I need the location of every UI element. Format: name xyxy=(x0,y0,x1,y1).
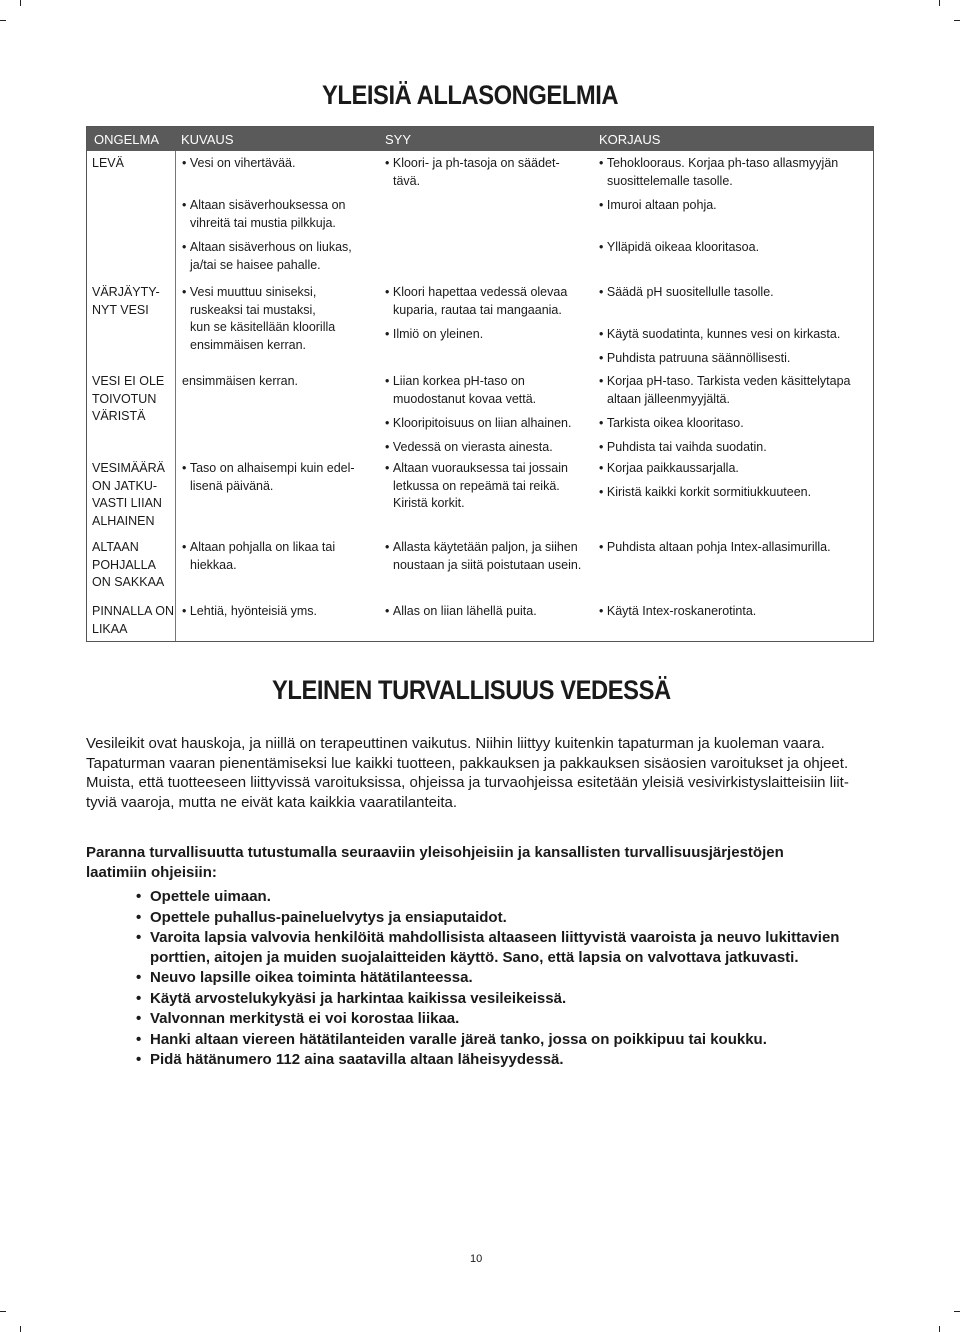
description-line: ensimmäisen kerran. xyxy=(182,374,299,388)
description-item-line: • Vesi muuttuu siniseksi, xyxy=(182,284,377,302)
problem-line: LIKAA xyxy=(92,621,128,636)
description-item-line: ruskeaksi tai mustaksi, xyxy=(190,302,316,317)
fix-item-line: • Puhdista altaan pohja Intex-allasimurilla. xyxy=(599,539,869,557)
fix-item-line: • Korjaa paikkaussarjalla. xyxy=(599,460,869,478)
description-item-line: • Altaan sisäverhous on liukas, xyxy=(182,239,377,257)
cause-item-line: kuparia, rautaa tai mangaania. xyxy=(393,302,562,317)
list-item: • Neuvo lapsille oikea toiminta hätätilanteessa. xyxy=(136,968,856,988)
problem-line: VESI EI OLE xyxy=(92,374,165,388)
header-description: KUVAUS xyxy=(181,132,234,147)
fix-item xyxy=(599,155,869,190)
fix-item xyxy=(599,439,869,457)
description-item-line: • Altaan pohjalla on likaa tai xyxy=(182,539,377,557)
cause-item-line: • Allasta käytetään paljon, ja siihen xyxy=(385,539,590,557)
problem-cell xyxy=(92,539,174,592)
crop-mark xyxy=(20,1326,21,1332)
problem-cell xyxy=(92,373,174,426)
fix-item-line: • Käytä suodatinta, kunnes vesi on kirkasta. xyxy=(599,326,869,344)
list-item: • Pidä hätänumero 112 aina saatavilla altaan läheisyydessä. xyxy=(136,1050,856,1070)
problem-line: PINNALLA ON xyxy=(92,604,174,618)
bold-intro xyxy=(86,843,866,882)
cause-item-line: Kiristä korkit. xyxy=(393,496,465,510)
crop-mark xyxy=(0,1311,6,1312)
problem-line: NYT VESI xyxy=(92,302,149,317)
fix-item-line: • Kiristä kaikki korkit sormitiukkuuteen. xyxy=(599,484,869,502)
problems-table xyxy=(86,126,874,642)
problem-line: ALTAAN xyxy=(92,540,139,554)
header-problem: ONGELMA xyxy=(94,132,160,147)
fix-item xyxy=(599,197,869,215)
cause-item xyxy=(385,415,590,433)
cause-item-line: letkussa on repeämä tai reikä. xyxy=(393,478,560,493)
cause-item xyxy=(385,155,590,190)
cause-item xyxy=(385,439,590,457)
page-title: YLEISIÄ ALLASONGELMIA xyxy=(322,80,619,110)
fix-item-line: altaan jälleenmyyjältä. xyxy=(607,391,730,406)
fix-item-line: • Puhdista patruuna säännöllisesti. xyxy=(599,350,869,368)
crop-mark xyxy=(954,20,960,21)
problem-line: VÄRISTÄ xyxy=(92,409,146,423)
description-item xyxy=(182,603,377,621)
problem-line: POHJALLA xyxy=(92,557,156,572)
description-item xyxy=(182,197,377,232)
intro-line: tyviä vaaroja, mutta ne eivät kata kaikkia vaaratilanteita. xyxy=(86,793,458,811)
crop-mark xyxy=(20,0,21,6)
fix-item xyxy=(599,373,869,408)
fix-item-line: • Ylläpidä oikeaa klooritasoa. xyxy=(599,239,869,257)
bold-intro-line: Paranna turvallisuutta tutustumalla seuraaviin yleisohjeisiin ja kansallisten turvallisuusjärjestöjen xyxy=(86,844,784,861)
description-item xyxy=(182,284,377,354)
problem-cell xyxy=(92,284,174,319)
safety-list xyxy=(136,887,856,1071)
fix-item-line: • Tehoklooraus. Korjaa ph-taso allasmyyjän xyxy=(599,155,869,173)
problem-line: TOIVOTUN xyxy=(92,391,157,406)
cause-item-line: • Liian korkea pH-taso on xyxy=(385,373,590,391)
cause-item xyxy=(385,603,590,621)
fix-item xyxy=(599,603,869,621)
cause-item-line: • Kloori hapettaa vedessä olevaa xyxy=(385,284,590,302)
header-cause: SYY xyxy=(385,132,412,147)
problem-line: LEVÄ xyxy=(92,156,124,170)
fix-item-line: • Imuroi altaan pohja. xyxy=(599,197,869,215)
intro-line: Vesileikit ovat hauskoja, ja niillä on terapeuttinen vaikutus. Niihin liittyy kuitenkin tapaturman ja kuoleman vaara. xyxy=(86,735,825,752)
fix-item xyxy=(599,415,869,433)
list-item: • Opettele puhallus-paineluelvytys ja ensiaputaidot. xyxy=(136,908,856,928)
column-divider xyxy=(175,151,176,641)
list-item: • Käytä arvostelukykyäsi ja harkintaa kaikissa vesileikeissä. xyxy=(136,989,856,1009)
intro-line: Muista, että tuotteeseen liittyvissä varoituksissa, ohjeissa ja turvaohjeissa esitetään yleisiä vesivirkistyslaitteisiin liit- xyxy=(86,774,849,791)
problem-line: VÄRJÄYTY- xyxy=(92,285,160,299)
problem-line: VESIMÄÄRÄ xyxy=(92,461,165,475)
fix-item-line: • Puhdista tai vaihda suodatin. xyxy=(599,439,869,457)
cause-item xyxy=(385,373,590,408)
problem-line: ON JATKU- xyxy=(92,478,158,493)
description-item xyxy=(182,539,377,574)
problem-cell xyxy=(92,460,174,530)
description-item-line: lisenä päivänä. xyxy=(190,478,274,493)
cause-item xyxy=(385,460,590,513)
description-item-line: ja/tai se haisee pahalle. xyxy=(190,257,321,272)
description-item xyxy=(182,155,377,173)
table-header xyxy=(87,127,873,151)
crop-mark xyxy=(954,1311,960,1312)
fix-item-line: • Käytä Intex-roskanerotinta. xyxy=(599,603,869,621)
list-item: • Varoita lapsia valvovia henkilöitä mahdollisista altaaseen liittyvistä vaaroista ja neuvo lukittavien porttien, aitojen ja muiden suojalaitteiden käyttö. Sano, että lapsia on valvottava jatkuvasti. xyxy=(136,928,856,967)
cause-item xyxy=(385,326,590,344)
section-title: YLEINEN TURVALLISUUS VEDESSÄ xyxy=(272,675,671,705)
problem-cell xyxy=(92,155,174,173)
cause-item-line: • Vedessä on vierasta ainesta. xyxy=(385,439,590,457)
cause-item-line: • Altaan vuorauksessa tai jossain xyxy=(385,460,590,478)
cause-item-line: • Kloori- ja ph-tasoja on säädet- xyxy=(385,155,590,173)
fix-item xyxy=(599,284,869,302)
description-item-line: • Taso on alhaisempi kuin edel- xyxy=(182,460,377,478)
cause-item xyxy=(385,284,590,319)
problem-cell xyxy=(92,603,174,638)
header-fix: KORJAUS xyxy=(599,132,661,147)
cause-item-line: • Allas on liian lähellä puita. xyxy=(385,603,590,621)
fix-item-line: • Säädä pH suositellulle tasolle. xyxy=(599,284,869,302)
crop-mark xyxy=(0,20,6,21)
cause-item-line: • Klooripitoisuus on liian alhainen. xyxy=(385,415,590,433)
bold-intro-line: laatimiin ohjeisiin: xyxy=(86,863,217,881)
description-item xyxy=(182,239,377,274)
fix-item xyxy=(599,326,869,344)
cause-item xyxy=(385,539,590,574)
crop-mark xyxy=(939,0,940,6)
description-item xyxy=(182,460,377,495)
problem-line: ON SAKKAA xyxy=(92,575,165,589)
list-item: • Opettele uimaan. xyxy=(136,887,856,907)
intro-paragraph xyxy=(86,734,866,812)
list-item: • Hanki altaan viereen hätätilanteiden varalle järeä tanko, jossa on poikkipuu tai koukku. xyxy=(136,1030,856,1050)
description-item-line: • Vesi on vihertävää. xyxy=(182,155,377,173)
description-item-line: ensimmäisen kerran. xyxy=(190,337,307,352)
fix-item-line: suosittelemalle tasolle. xyxy=(607,173,733,188)
description-item-line: kun se käsitellään kloorilla xyxy=(190,320,336,334)
fix-item xyxy=(599,484,869,502)
cause-item-line: • Ilmiö on yleinen. xyxy=(385,326,590,344)
cause-item-line: noustaan ja siitä poistutaan usein. xyxy=(393,557,582,572)
description-item-line: • Lehtiä, hyönteisiä yms. xyxy=(182,603,377,621)
cause-item-line: muodostanut kovaa vettä. xyxy=(393,391,537,406)
fix-item xyxy=(599,239,869,257)
page-number: 10 xyxy=(470,1253,483,1265)
cause-item-line: tävä. xyxy=(393,173,421,188)
intro-line: Tapaturman vaaran pienentämiseksi lue kaikki tuotteen, pakkauksen ja pakkauksen sisäosien varoitukset ja ohjeet. xyxy=(86,754,849,772)
fix-item xyxy=(599,460,869,478)
crop-mark xyxy=(939,1326,940,1332)
description-item-line: vihreitä tai mustia pilkkuja. xyxy=(190,215,336,230)
fix-item-line: • Korjaa pH-taso. Tarkista veden käsittelytapa xyxy=(599,373,869,391)
problem-line: ALHAINEN xyxy=(92,513,155,528)
fix-item xyxy=(599,539,869,557)
fix-item xyxy=(599,350,869,368)
list-item: • Valvonnan merkitystä ei voi korostaa liikaa. xyxy=(136,1009,856,1029)
description-item-line: • Altaan sisäverhouksessa on xyxy=(182,197,377,215)
description-item-line: hiekkaa. xyxy=(190,557,237,572)
description-cell xyxy=(182,373,377,391)
fix-item-line: • Tarkista oikea klooritaso. xyxy=(599,415,869,433)
problem-line: VASTI LIIAN xyxy=(92,496,162,510)
